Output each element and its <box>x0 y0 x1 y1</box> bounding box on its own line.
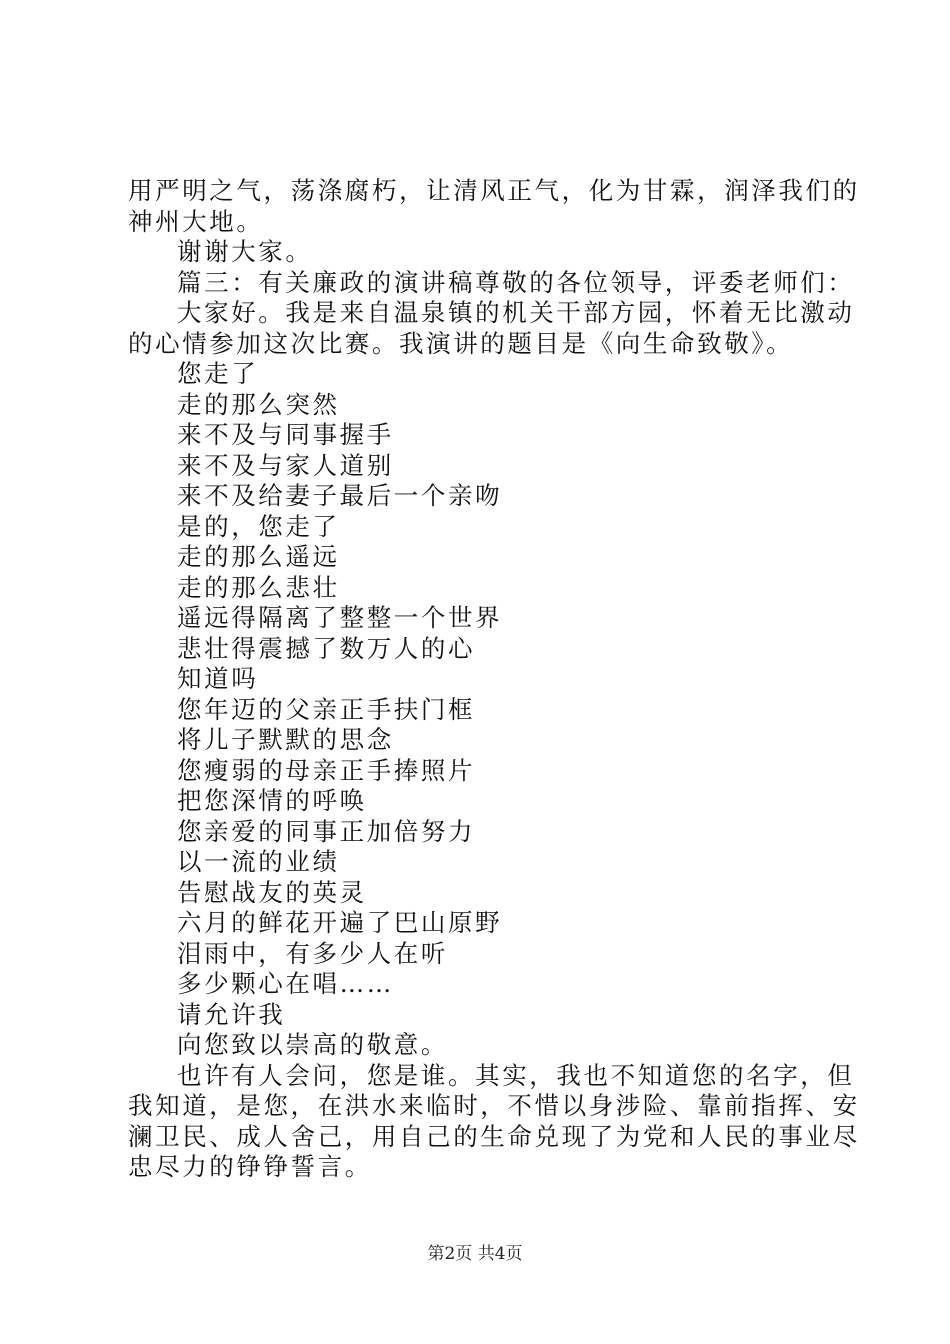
text-line: 您瘦弱的母亲正手捧照片 <box>177 755 476 785</box>
text-line: 澜卫民、成人舍己，用自己的生命兑现了为党和人民的事业尽 <box>128 1121 860 1151</box>
text-line: 多少颗心在唱…… <box>177 969 394 998</box>
text-line: 走的那么遥远 <box>177 542 340 571</box>
text-line: 来不及与同事握手 <box>177 420 394 449</box>
text-line: 告慰战友的英灵 <box>177 877 367 907</box>
text-line: 您年迈的父亲正手扶门框 <box>177 694 476 724</box>
text-line: 您走了 <box>177 359 259 388</box>
text-line: 也许有人会问，您是谁。其实，我也不知道您的名字，但 <box>177 1060 855 1090</box>
text-line: 用严明之气，荡涤腐朽，让清风正气，化为甘霖，润泽我们的 <box>128 176 860 205</box>
text-line: 是的，您走了 <box>177 511 340 541</box>
text-line: 六月的鲜花开遍了巴山原野 <box>177 908 503 937</box>
text-line: 来不及与家人道别 <box>177 450 394 480</box>
text-line: 悲壮得震撼了数万人的心 <box>177 633 476 663</box>
text-line: 我知道，是您，在洪水来临时，不惜以身涉险、靠前指挥、安 <box>128 1091 860 1120</box>
text-line: 您亲爱的同事正加倍努力 <box>177 816 476 846</box>
text-line: 的心情参加这次比赛。我演讲的题目是《向生命致敬》。 <box>128 328 794 358</box>
text-line: 将儿子默默的思念 <box>177 725 394 754</box>
text-line: 谢谢大家。 <box>177 237 313 266</box>
text-line: 忠尽力的铮铮誓言。 <box>128 1152 372 1181</box>
text-line: 走的那么悲壮 <box>177 572 340 602</box>
text-line: 泪雨中，有多少人在听 <box>177 938 448 968</box>
text-line: 篇三：有关廉政的演讲稿尊敬的各位领导，评委老师们： <box>177 267 855 297</box>
text-line: 来不及给妻子最后一个亲吻 <box>177 481 503 510</box>
text-line: 走的那么突然 <box>177 389 340 419</box>
text-line: 神州大地。 <box>128 206 264 236</box>
text-line: 向您致以崇高的敬意。 <box>177 1030 448 1059</box>
page-footer: 第2页 共4页 <box>427 1244 523 1264</box>
text-line: 请允许我 <box>177 999 286 1029</box>
text-line: 遥远得隔离了整整一个世界 <box>177 603 503 632</box>
text-line: 把您深情的呼唤 <box>177 786 367 815</box>
text-line: 以一流的业绩 <box>177 847 340 876</box>
text-line: 大家好。我是来自温泉镇的机关干部方园，怀着无比激动 <box>177 298 855 327</box>
document-body <box>128 176 860 1183</box>
text-line: 知道吗 <box>177 664 259 693</box>
